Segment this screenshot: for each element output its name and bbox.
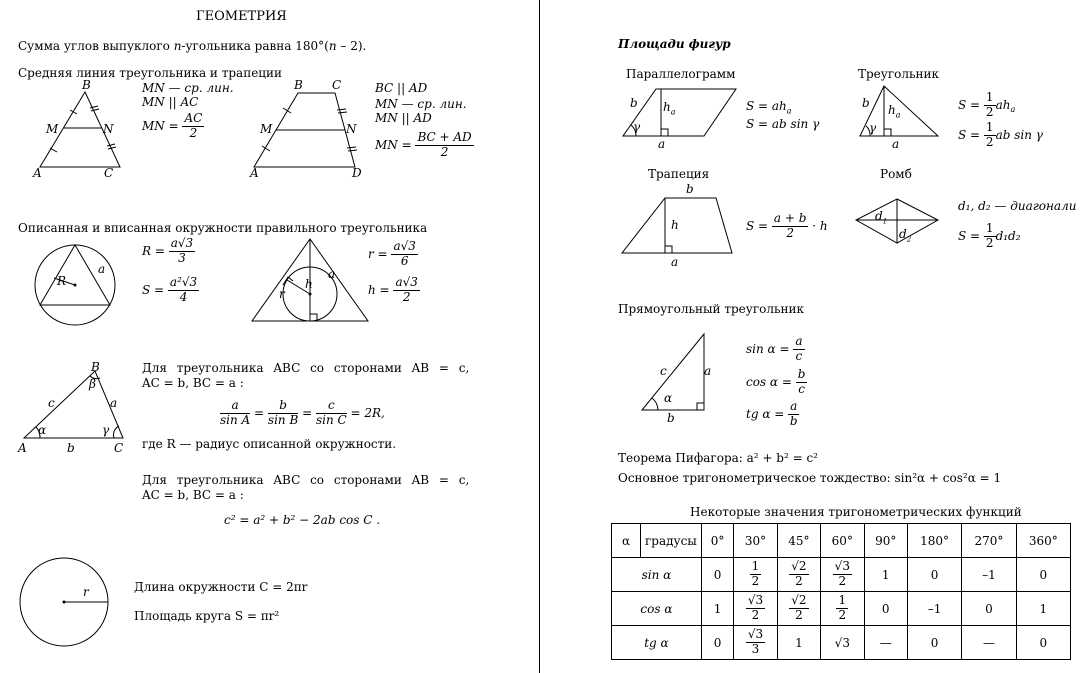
parallelogram-gamma: γ [633,120,641,134]
rhombus-title: Ромб [880,167,912,181]
sin-definition: sin α = $\frac{a}{c}$ [746,334,803,363]
trapezoid-b: b [686,182,694,196]
insc-label-r: r [279,287,285,301]
right-tri-alpha: α [664,391,673,405]
value-cell: 0 [1016,626,1070,660]
value-cell: $\frac{1}{2}$ [734,558,777,592]
value-cell: $\frac{√2}{2}$ [777,592,820,626]
sines-label-beta: β [89,377,96,391]
parallelogram-formula-1: $S = ah_a$ [746,99,792,116]
page-divider [539,0,540,673]
insc-h-formula: h = $\frac{a√3}{2}$ [368,275,418,304]
trap-midline-formula: MN = $\frac{BC + AD}{2}$ [375,130,472,159]
sines-where: где R — радиус описанной окружности. [142,437,397,451]
value-cell: $\frac{1}{2}$ [821,592,864,626]
tri-midline-text1: MN — ср. лин. [142,81,234,95]
right-tri-c: c [660,364,667,378]
header-cell: 45° [777,524,820,558]
triangle-b: b [862,96,870,110]
law-of-cosines-formula: c² = a² + b² − 2ab cos C . [224,513,381,527]
header-cell: 60° [821,524,864,558]
circumscribed-circle-figure [32,240,132,330]
cos-intro-2: AC = b, BC = a : [142,488,244,502]
trig-identity: Основное тригонометрическое тождество: sin²α + cos²α = 1 [618,471,1002,485]
tri-label-m: M [46,122,59,136]
sines-label-a: a [110,396,118,410]
sines-label-c: c [48,396,55,410]
function-name-cell: cos α [612,592,702,626]
value-cell: 1 [864,558,907,592]
pythagorean-theorem: Теорема Пифагора: a² + b² = c² [618,451,818,465]
value-cell: –1 [962,558,1016,592]
sines-label-b: b [67,441,75,455]
triangle-formula-1: S = $\frac{1}{2}$ $ah_a$ [958,90,1016,119]
value-cell: $\frac{√3}{2}$ [734,592,777,626]
circ-label-r: R [57,274,67,288]
value-cell: 0 [1016,558,1070,592]
sines-label-b-vertex: B [91,360,100,374]
function-name-cell: tg α [612,626,702,660]
triangle-gamma: γ [869,121,877,135]
circles-heading: Описанная и вписанная окружности правильного треугольника [18,221,428,235]
value-cell: 1 [701,592,733,626]
value-cell: — [864,626,907,660]
value-cell: 0 [864,592,907,626]
tri-label-b: B [82,78,91,92]
tri-label-c: C [104,166,114,180]
triangle-a: a [892,137,900,151]
sines-intro-2: AC = b, BC = a : [142,376,244,390]
table-row [612,592,1071,626]
cos-intro-1: Для треугольника ABC со сторонами AB = c, [142,473,470,487]
function-name-cell: sin α [612,558,702,592]
trap-label-b: B [294,78,303,92]
insc-label-a: a [328,267,336,281]
trap-label-d: D [352,166,362,180]
header-cell: 360° [1016,524,1070,558]
tri-midline-text2: MN || AC [142,95,199,109]
table-row [612,626,1071,660]
trig-values-table [611,523,1071,660]
rhombus-diagonals-text: d₁, d₂ — диагонали [958,199,1077,213]
tri-label-n: N [103,122,114,136]
sines-label-a-vertex: A [18,441,27,455]
cos-definition: cos α = $\frac{b}{c}$ [746,367,806,396]
tri-label-a: A [33,166,42,180]
trapezoid-title: Трапеция [648,167,710,181]
parallelogram-formula-2: S = ab sin γ [746,117,820,131]
triangle-title: Треугольник [858,67,940,81]
triangle-formula-2: S = $\frac{1}{2}$ ab sin γ [958,120,1043,149]
trap-label-c: C [332,78,342,92]
parallelogram-ha: $h_a$ [663,100,676,117]
circ-s-formula: S = $\frac{\text{a²√3}}{4}$ [142,275,198,304]
law-of-sines-formula: $\frac{a}{\text{sin A}}$ = $\frac{b}{\text{sin B}}$ = $\frac{c}{\text{sin C}}$ = 2R, [220,398,385,427]
trapezoid-a: a [671,255,679,269]
circle-length: Длина окружности C = 2πr [134,580,308,594]
trapezoid-formula: S = $\frac{a + b}{2}$ · h [746,211,828,240]
value-cell: 0 [907,626,961,660]
parallelogram-b: b [630,96,638,110]
rhombus-figure [852,196,942,248]
circle-area: Площадь круга S = πr² [134,609,280,623]
value-cell: 1 [1016,592,1070,626]
value-cell: –1 [907,592,961,626]
header-cell: градусы [641,524,702,558]
trap-text3: MN || AD [375,111,432,125]
circle-label-r: r [83,585,89,599]
parallelogram-title: Параллелограмм [626,67,736,81]
circ-r-formula: R = $\frac{a√3}{3}$ [142,236,194,265]
table-header-row [612,524,1071,558]
trap-text2: MN — ср. лин. [375,97,467,111]
trig-table-caption: Некоторые значения тригонометрических функций [690,505,1022,519]
insc-label-h: h [305,277,313,291]
value-cell: $\frac{√3}{3}$ [734,626,777,660]
value-cell: — [962,626,1016,660]
trap-label-n: N [346,122,357,136]
page-title: ГЕОМЕТРИЯ [196,9,287,24]
sines-intro-1: Для треугольника ABC со сторонами AB = c, [142,361,470,375]
right-triangle-heading: Прямоугольный треугольник [618,302,805,316]
tg-definition: tg α = $\frac{a}{b}$ [746,399,798,428]
value-cell: 1 [777,626,820,660]
header-cell: 180° [907,524,961,558]
circ-label-a: a [98,262,106,276]
insc-r-formula: r = $\frac{a√3}{6}$ [368,239,416,268]
trap-label-m: M [260,122,273,136]
sines-label-gamma: γ [102,423,110,437]
value-cell: 0 [701,558,733,592]
header-cell: 30° [734,524,777,558]
triangle-ha: $h_a$ [888,103,901,120]
value-cell: $\frac{√2}{2}$ [777,558,820,592]
trap-label-a: A [250,166,259,180]
value-cell: $\frac{√3}{2}$ [821,558,864,592]
value-cell: 0 [962,592,1016,626]
right-tri-a: a [704,364,712,378]
rhombus-d1: $d_1$ [875,209,888,226]
header-cell: 270° [962,524,1016,558]
rhombus-formula: S = $\frac{1}{2}$ d₁d₂ [958,221,1021,250]
trapezoid-h: h [671,218,679,232]
parallelogram-a: a [658,137,666,151]
circle-figure [18,556,113,651]
table-row [612,558,1071,592]
polygon-angle-sum: Сумма углов выпуклого n-угольника равна 180°(n – 2). [18,39,367,53]
midline-heading: Средняя линия треугольника и трапеции [18,66,283,80]
sines-label-c-vertex: C [114,441,124,455]
right-tri-b: b [667,411,675,425]
areas-heading: Площади фигур [618,37,731,51]
rhombus-d2: $d_2$ [899,227,912,244]
header-cell: 90° [864,524,907,558]
tri-midline-formula: MN = $\frac{AC}{2}$ [142,111,203,140]
value-cell: √3 [821,626,864,660]
header-cell: 0° [701,524,733,558]
parallelogram-figure [618,84,738,144]
sines-label-alpha: α [38,423,47,437]
trap-text1: BC || AD [375,81,428,95]
value-cell: 0 [701,626,733,660]
header-cell: α [612,524,641,558]
value-cell: 0 [907,558,961,592]
